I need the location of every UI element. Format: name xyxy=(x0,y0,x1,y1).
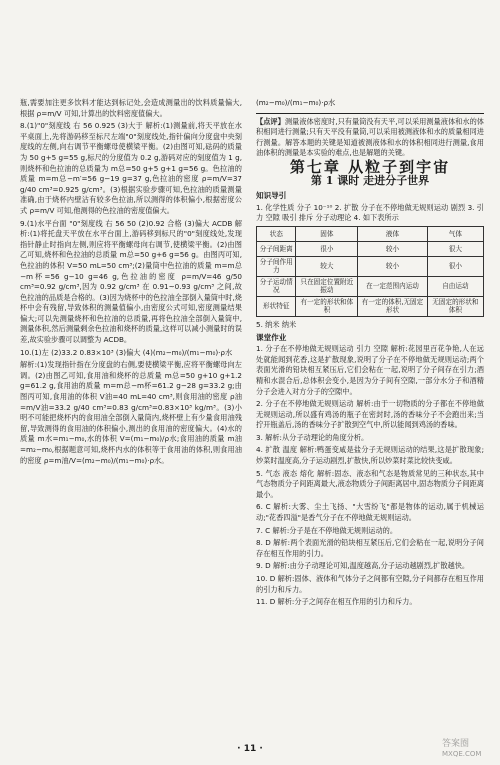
table-cell: 较小 xyxy=(358,241,427,256)
section-label: 课堂作业 xyxy=(256,332,287,342)
table-cell: 较大 xyxy=(296,256,358,276)
table-cell: 分子间作用力 xyxy=(257,256,296,276)
table-header: 液体 xyxy=(358,226,427,241)
left-paragraph: 解析:(1)发现指针指在分度盘的右侧,要使横梁平衡,应将平衡螺母向左调。(2)由图乙可知,食用油和烧杯的总质量 m总=50 g+10 g+1.2 g=61.2 g,食用油的质量 m=m总−m杯=61.2 g−28 g=33.2 g;由图丙可知,食用油的体积 V油=40 mL=40 cm³,则食用油的密度 ρ油=m/V油=33.2 g/40 cm³=0.83 g/cm³=0.83×10³ kg/m³。(3)小明不可能把烧杯内的食用油全部倒入量筒内,烧杯壁上有少量食用油残留,导致测得的食用油的体积偏小,测出的食用油的密度偏大。(4)水的质量 m水=m₁−m₀,水的体积 V=(m₁−m₀)/ρ水;食用油的质量 m油=m₂−m₀,根据题意可知,烧杯内水的体积等于食用油的体积,则食用油的密度 ρ=m油/V=(m₂−m₀)/(m₁−m₀)·ρ水。 xyxy=(20,360,242,465)
answer-item: 5. 气态 液态 熔化 解析:固态、液态和气态是物质常见的三种状态,其中气态物质分子间距离最大,液态物质分子间距离居中,固态物质分子间距离最小。 xyxy=(256,468,484,499)
table-cell: 无固定的形状和体积 xyxy=(427,296,483,316)
divider xyxy=(256,113,484,114)
answer-item: 9. D 解析:由分子动理论可知,温度越高,分子运动越剧烈,扩散越快。 xyxy=(256,561,470,571)
table-row xyxy=(257,276,484,296)
comment-label: 【点评】 xyxy=(256,116,285,126)
left-paragraph: 10.(1)左 (2)33.2 0.83×10³ (3)偏大 (4)(m₂−m₀)/(m₁−m₀)·ρ水 xyxy=(20,347,233,357)
top-formula: (m₂−m₀)/(m₁−m₀)·ρ水 xyxy=(256,98,336,107)
answer-item: 3. 解析:从分子动理论的角度分析。 xyxy=(256,432,369,442)
intro-line: 1. 化学性质 分子 10⁻¹⁰ 2. 扩散 分子在不停地做无规则运动 剧烈 3. 引力 空隙 吸引 排斥 分子动理论 4. 如下表所示 xyxy=(256,202,484,223)
table-cell: 在一定范围内运动 xyxy=(358,276,427,296)
table-cell: 有一定的体积,无固定形状 xyxy=(358,296,427,316)
comment-text: 测量液体密度时,只有量筒没有天平,可以采用测量液体和水的体积相同进行测量;只有天平没有量筒,可以采用被测液体和水的质量相同进行测量。解答本题的关键是知道被测液体和水的体积相同进行测量,食用油体积的测量是本实验的难点,也是解题的关键。 xyxy=(256,116,484,158)
answer-item: 11. D 解析:分子之间存在相互作用的引力和斥力。 xyxy=(256,597,417,607)
table-header: 状态 xyxy=(257,226,296,241)
svg-text:答案圈: 答案圈 xyxy=(442,739,470,749)
table-cell: 形状特征 xyxy=(257,296,296,316)
answer-item: 4. 扩散 温度 解析:鸭蛋变咸是盐分子无规则运动的结果,这是扩散现象;炒菜时温度高,分子运动剧烈,扩散快,所以炒菜时菜比较快变咸。 xyxy=(256,445,484,466)
table-cell: 有一定的形状和体积 xyxy=(296,296,358,316)
table-row xyxy=(257,296,484,316)
answer-item: 1. 分子在不停地做无规则运动 引力 空隙 解析:花园里百花争艳,人在远处就能闻到花香,这是扩散现象,说明了分子在不停地做无规则运动;两个表面光滑的铅块相互紧压后,它们会粘在一起,说明了分子间存在引力;酒精和水混合后,总体积会变小,是因为分子间有空隙,一部分水分子和酒精分子会进入对方分子的空隙中。 xyxy=(256,344,484,396)
table-row xyxy=(257,256,484,276)
table-row xyxy=(257,241,484,256)
table-cell: 很小 xyxy=(427,256,483,276)
svg-text:MXQE.COM: MXQE.COM xyxy=(442,750,482,758)
answer-item: 2. 分子在不停地做无规则运动 解析:由于一切物质的分子都在不停地做无规则运动,所以盛有鸡汤的瓶子在密封时,汤的香味分子不会跑出来;当拧开瓶盖后,汤的香味分子扩散到空气中,所以能闻到鸡汤的香味。 xyxy=(256,399,484,430)
answer-item: 10. D 解析:固体、液体和气体分子之间都有空隙,分子间都存在相互作用的引力和斥力。 xyxy=(256,574,484,594)
after-table-line: 5. 纳米 纳米 xyxy=(256,319,297,329)
table-header: 固体 xyxy=(296,226,358,241)
table-cell: 自由运动 xyxy=(427,276,483,296)
answer-item: 6. C 解析:大雾、尘土飞扬、"大雪纷飞"都是物体的运动,属于机械运动;"花香四溢"是香气分子在不停地做无规则运动。 xyxy=(256,502,484,523)
left-paragraph: 9.(1)水平台面 "0"刻度线 右 56 50 (2)0.92 合格 (3)偏大 ACDB 解析:(1)将托盘天平放在水平台面上,游码移到标尺的"0"刻度线处,发现指针静止时指向左侧,则应将平衡螺母向右调节,使横梁平衡。(2)由图乙可知,烧杯和色拉油的总质量 m总=50 g+6 g=56 g。由图丙可知,色拉油的体积 V=50 mL=50 cm³;(2)量筒中色拉油的质量 m=m总−m杯=56 g−10 g=46 g,色拉油的密度 ρ=m/V=46 g/50 cm³=0.92 g/cm³,因为 0.92 g/cm³ 在 0.91~0.93 g/cm³ 之间,故色拉油的品质是合格的。(3)因为烧杯中的色拉油全部倒入量筒中时,烧杯中会有残留,导致体积的测量值偏小,由密度公式可知,密度测量结果偏大;可以先测量烧杯和色拉油的总质量,再将色拉油全部倒入量筒中,测量体积,然后测量剩余色拉油和烧杯的质量,这样可以减小测量时的误差,故实验步骤可以调整为 ACDB。 xyxy=(20,218,242,345)
table-cell: 只在固定位置附近振动 xyxy=(296,276,358,296)
answer-item: 8. D 解析:两个表面光滑的铅块相互紧压后,它们会粘在一起,说明分子间存在相互作用的引力。 xyxy=(256,538,484,558)
chapter-title: 第七章 从粒子到宇宙 xyxy=(289,157,451,176)
left-column xyxy=(20,98,242,468)
comment-block xyxy=(256,117,484,159)
table-header-row xyxy=(257,226,484,241)
lesson-title: 第 1 课时 走进分子世界 xyxy=(310,173,430,187)
table-cell: 分子间距离 xyxy=(257,241,296,256)
section-label: 知识导引 xyxy=(256,191,287,201)
table-cell: 较小 xyxy=(358,256,427,276)
table-header: 气体 xyxy=(427,226,483,241)
left-paragraph: 瓶,需要加注更多饮料才能达到标记处,会造成测量出的饮料质量偏大,根据 ρ=m/V 可知,计算出的饮料密度值偏大。 xyxy=(20,98,242,118)
watermark-logo-icon xyxy=(440,735,492,759)
page-number: · 11 · xyxy=(237,744,263,754)
right-column xyxy=(256,98,484,610)
table-cell: 很大 xyxy=(427,241,483,256)
table-cell: 很小 xyxy=(296,241,358,256)
states-comparison-table xyxy=(256,226,484,317)
left-paragraph: 8.(1)"0"刻度线 右 56 0.925 (3)大于 解析:(1)测量前,将天平放在水平桌面上,先将游码移至标尺左端"0"刻度线处,指针偏向分度盘中央刻度线的左侧,向右调节平衡螺母使横梁平衡。(2)由图可知,砝码的质量为 50 g+5 g=55 g,标尺的分度值为 0.2 g,游码对应的刻度值为 1 g,则烧杯和色拉油的总质量为 m总=50 g+5 g+1 g=56 g。色拉油的质量 m=m总−m′=56 g−19 g=37 g,色拉油的密度 ρ=m/V=37 g/40 cm³=0.925 g/cm³。(3)根据实验步骤可知,色拉油的质量测量准确,由于烧杯内壁沾有较多色拉油,所以测得的体积偏小,根据密度公式 ρ=m/V 可知,他测得的色拉油的密度值偏大。 xyxy=(20,121,242,215)
table-cell: 分子运动情况 xyxy=(257,276,296,296)
answer-item: 7. C 解析:分子是在不停地做无规则运动的。 xyxy=(256,525,398,535)
